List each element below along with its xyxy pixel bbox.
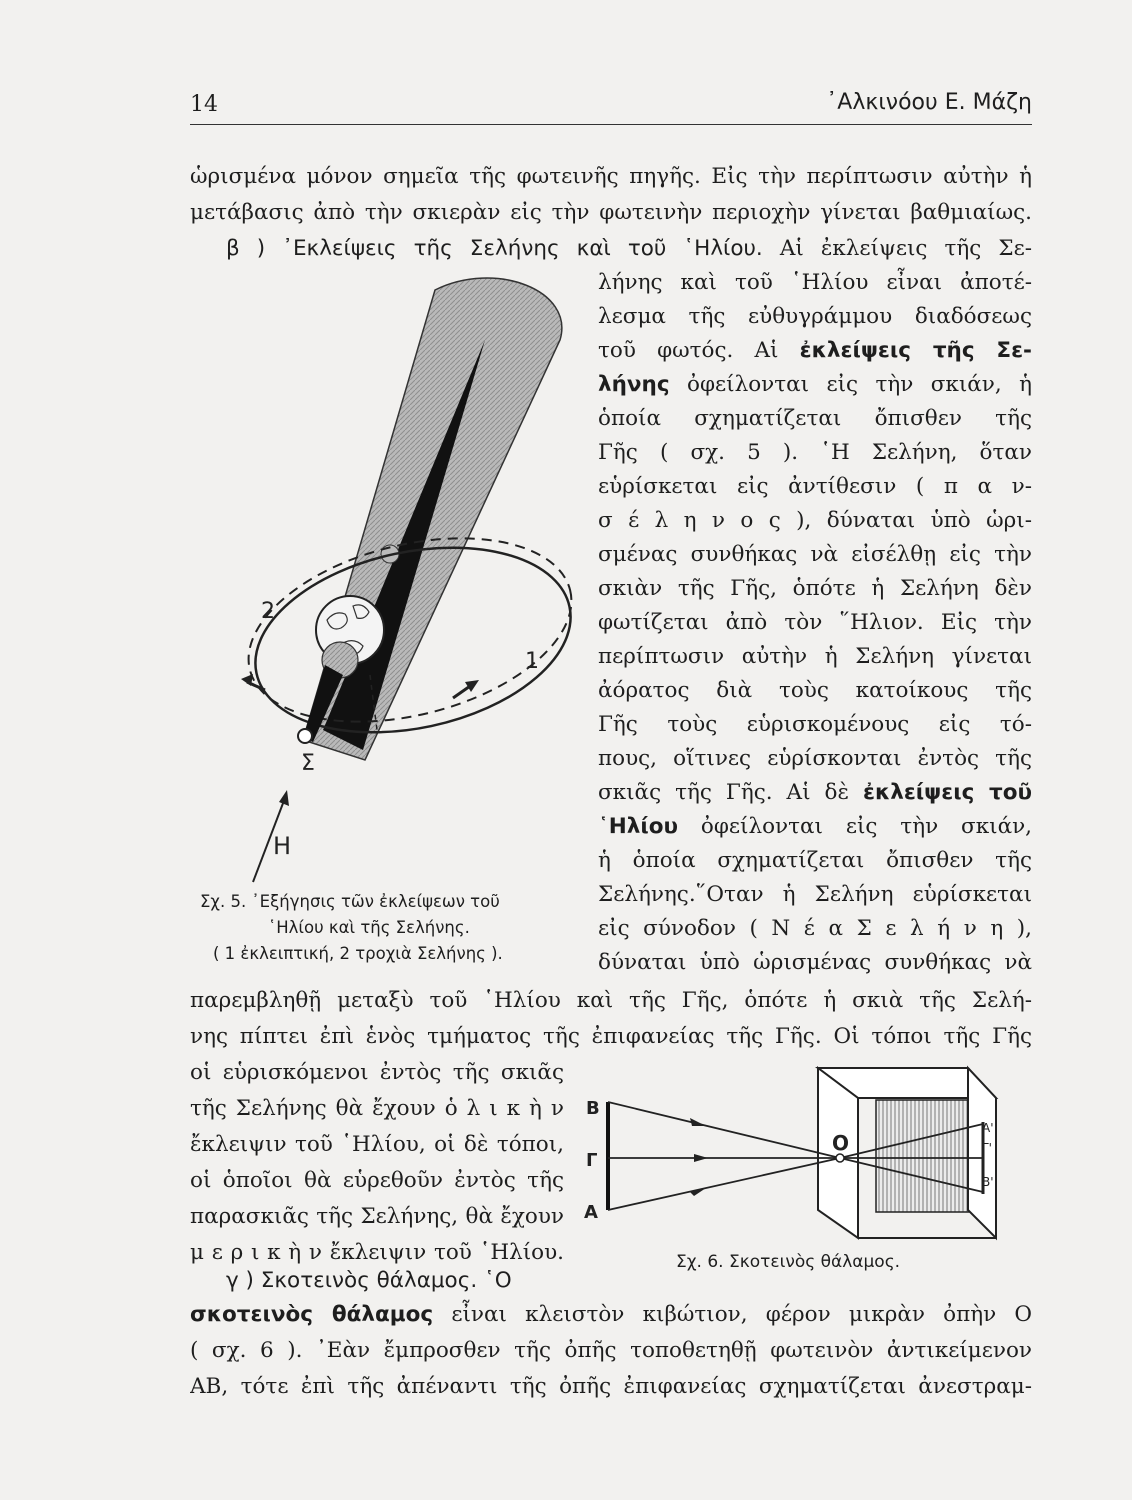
bold-term-lunar-eclipse-cont: λήνης (598, 372, 670, 397)
label-B: Β (586, 1098, 600, 1119)
box-back-panel (876, 1100, 973, 1212)
text-line: φωτίζεται ἀπὸ τὸν ῞Ηλιον. Εἰς τὴν (598, 610, 1032, 635)
label-orbit-2: 2 (261, 599, 275, 624)
helios-arrow-head (279, 790, 289, 806)
sun (298, 729, 312, 743)
text-line (598, 368, 1032, 402)
label-helios: Η (273, 832, 292, 860)
text-line: μετάβασις ἀπὸ τὴν σκιερὰν εἰς τὴν φωτεινὴν περιοχὴν γίνεται βαθμιαίως. (190, 200, 1032, 225)
text-line: λεσμα τῆς εὐθυγράμμου διαδόσεως (598, 304, 1032, 329)
label-A-image: Α' (982, 1121, 994, 1135)
text-fragment: Αἱ (754, 338, 779, 363)
text-line: εὑρίσκεται εἰς ἀντίθεσιν ( π α ν- (598, 474, 1032, 499)
text-line: περίπτωσιν αὐτὴν ἡ Σελήνη γίνεται (598, 644, 1032, 669)
bold-term-lunar-eclipse: ἐκλείψεις τῆς Σε- (799, 338, 1032, 363)
text-line: δύναται ὑπὸ ὡρισμένας συνθήκας νὰ (598, 950, 1032, 975)
text-line: σμένας συνθήκας νὰ εἰσέλθῃ εἰς τὴν (598, 542, 1032, 567)
label-G-image: Γ' (982, 1141, 992, 1155)
section-heading-prefix: β ) ᾿Εκλείψεις τῆς Σελήνης καὶ τοῦ ῾Ηλίου. (226, 236, 763, 261)
bold-term-solar-eclipse: ἐκλείψεις τοῦ (862, 780, 1032, 805)
text-fragment: ὀφείλονται εἰς τὴν σκιάν, ἡ (687, 372, 1032, 397)
text-line (598, 776, 1032, 810)
text-line: τῆς Σελήνης θὰ ἔχουν ὁ λ ι κ ὴ ν (190, 1096, 564, 1121)
text-line: λήνης καὶ τοῦ ῾Ηλίου εἶναι ἀποτέ- (598, 270, 1032, 295)
text-line: μ ε ρ ι κ ὴ ν ἔκλειψιν τοῦ ῾Ηλίου. (190, 1240, 564, 1265)
text-line: ΑΒ, τότε ἐπὶ τῆς ἀπέναντι τῆς ὀπῆς ἐπιφανείας σχηματίζεται ἀνεστραμ- (190, 1374, 1032, 1399)
figure-camera-obscura (578, 1060, 1032, 1250)
header-rule (190, 124, 1032, 125)
figure5-caption-line1: Σχ. 5. ᾿Εξήγησις τῶν ἐκλείψεων τοῦ (200, 892, 500, 911)
orbit-arrow-right-head (465, 680, 479, 692)
figure5-caption-line2: ῾Ηλίου καὶ τῆς Σελήνης. (268, 918, 470, 937)
text-line: ὁποία σχηματίζεται ὄπισθεν τῆς (598, 406, 1032, 431)
running-title: ᾿Αλκινόου Ε. Μάζη (826, 90, 1032, 115)
text-line: πους, οἵτινες εὑρίσκονται ἐντὸς τῆς (598, 746, 1032, 771)
text-line: Γῆς τοὺς εὑρισκομένους εἰς τό- (598, 712, 1032, 737)
text-line: ἔκλειψιν τοῦ ῾Ηλίου, οἱ δὲ τόποι, (190, 1132, 564, 1157)
text-line: Σελήνης.῞Οταν ἡ Σελήνη εὑρίσκεται (598, 882, 1032, 907)
label-orbit-1: 1 (525, 649, 539, 674)
text-line (190, 1298, 1032, 1332)
figure5-caption-line3: ( 1 ἐκλειπτική, 2 τροχιὰ Σελήνης ). (213, 944, 503, 963)
text-line: Γῆς ( σχ. 5 ). ῾Η Σελήνη, ὅταν (598, 440, 1032, 465)
text-line: ἡ ὁποία σχηματίζεται ὄπισθεν τῆς (598, 848, 1032, 873)
text-line: ἀόρατος διὰ τοὺς κατοίκους τῆς (598, 678, 1032, 703)
figure-eclipse-diagram (195, 270, 590, 900)
text-line: οἱ ὁποῖοι θὰ εὑρεθοῦν ἐντὸς τῆς (190, 1168, 564, 1193)
text-line (598, 810, 1032, 844)
bold-term-solar-eclipse-cont: ῾Ηλίου (598, 814, 679, 839)
figure6-caption: Σχ. 6. Σκοτεινὸς θάλαμος. (676, 1252, 901, 1272)
text-line: εἰς σύνοδον ( Ν έ α Σ ε λ ή ν η ), (598, 916, 1032, 941)
label-O: Ο (832, 1131, 850, 1155)
text-line (598, 334, 1032, 368)
label-B-image: Β' (982, 1175, 994, 1189)
text-fragment: εἶναι κλειστὸν κιβώτιον, φέρον μικρὰν ὀπὴν Ο (451, 1302, 1032, 1327)
orbit-arrow-left-head (241, 674, 253, 686)
text-line: σκιὰν τῆς Γῆς, ὁπότε ἡ Σελήνη δὲν (598, 576, 1032, 601)
text-line: οἱ εὑρισκόμενοι ἐντὸς τῆς σκιᾶς (190, 1060, 564, 1085)
text-line: σ έ λ η ν ο ς ), δύναται ὑπὸ ὡρι- (598, 508, 1032, 533)
label-G: Γ (586, 1150, 598, 1171)
section-heading-eclipses (226, 232, 1032, 266)
bold-term-camera-obscura: σκοτεινὸς θάλαμος (190, 1302, 434, 1327)
ray-arrow-B (690, 1118, 706, 1126)
text-line: ( σχ. 6 ). ᾿Εὰν ἔμπροσθεν τῆς ὀπῆς τοποθετηθῇ φωτεινὸν ἀντικείμενον (190, 1338, 1032, 1363)
ray-arrow-G (694, 1154, 708, 1162)
text-line: ὡρισμένα μόνον σημεῖα τῆς φωτεινῆς πηγῆς. Εἰς τὴν περίπτωσιν αὐτὴν ἡ (190, 164, 1032, 189)
text-line: νης πίπτει ἐπὶ ἑνὸς τμήματος τῆς ἐπιφανείας τῆς Γῆς. Οἱ τόποι τῆς Γῆς (190, 1024, 1032, 1049)
text-line: παρεμβληθῇ μεταξὺ τοῦ ῾Ηλίου καὶ τῆς Γῆς, ὁπότε ἡ σκιὰ τῆς Σελή- (190, 988, 1032, 1013)
pinhole (836, 1154, 844, 1162)
text-fragment: σκιᾶς τῆς Γῆς. Αἱ δὲ (598, 780, 849, 805)
text-fragment: Αἱ ἐκλείψεις τῆς Σε- (779, 236, 1032, 261)
label-sun: Σ (301, 751, 315, 776)
text-line: παρασκιᾶς τῆς Σελήνης, θὰ ἔχουν (190, 1204, 564, 1229)
page-number: 14 (190, 92, 218, 117)
text-fragment: τοῦ φωτός. (598, 338, 734, 363)
label-A: Α (584, 1202, 598, 1223)
text-fragment: ὀφείλονται εἰς τὴν σκιάν, (700, 814, 1032, 839)
section-heading-camera-obscura: γ ) Σκοτεινὸς θάλαμος. ῾Ο (226, 1268, 512, 1293)
